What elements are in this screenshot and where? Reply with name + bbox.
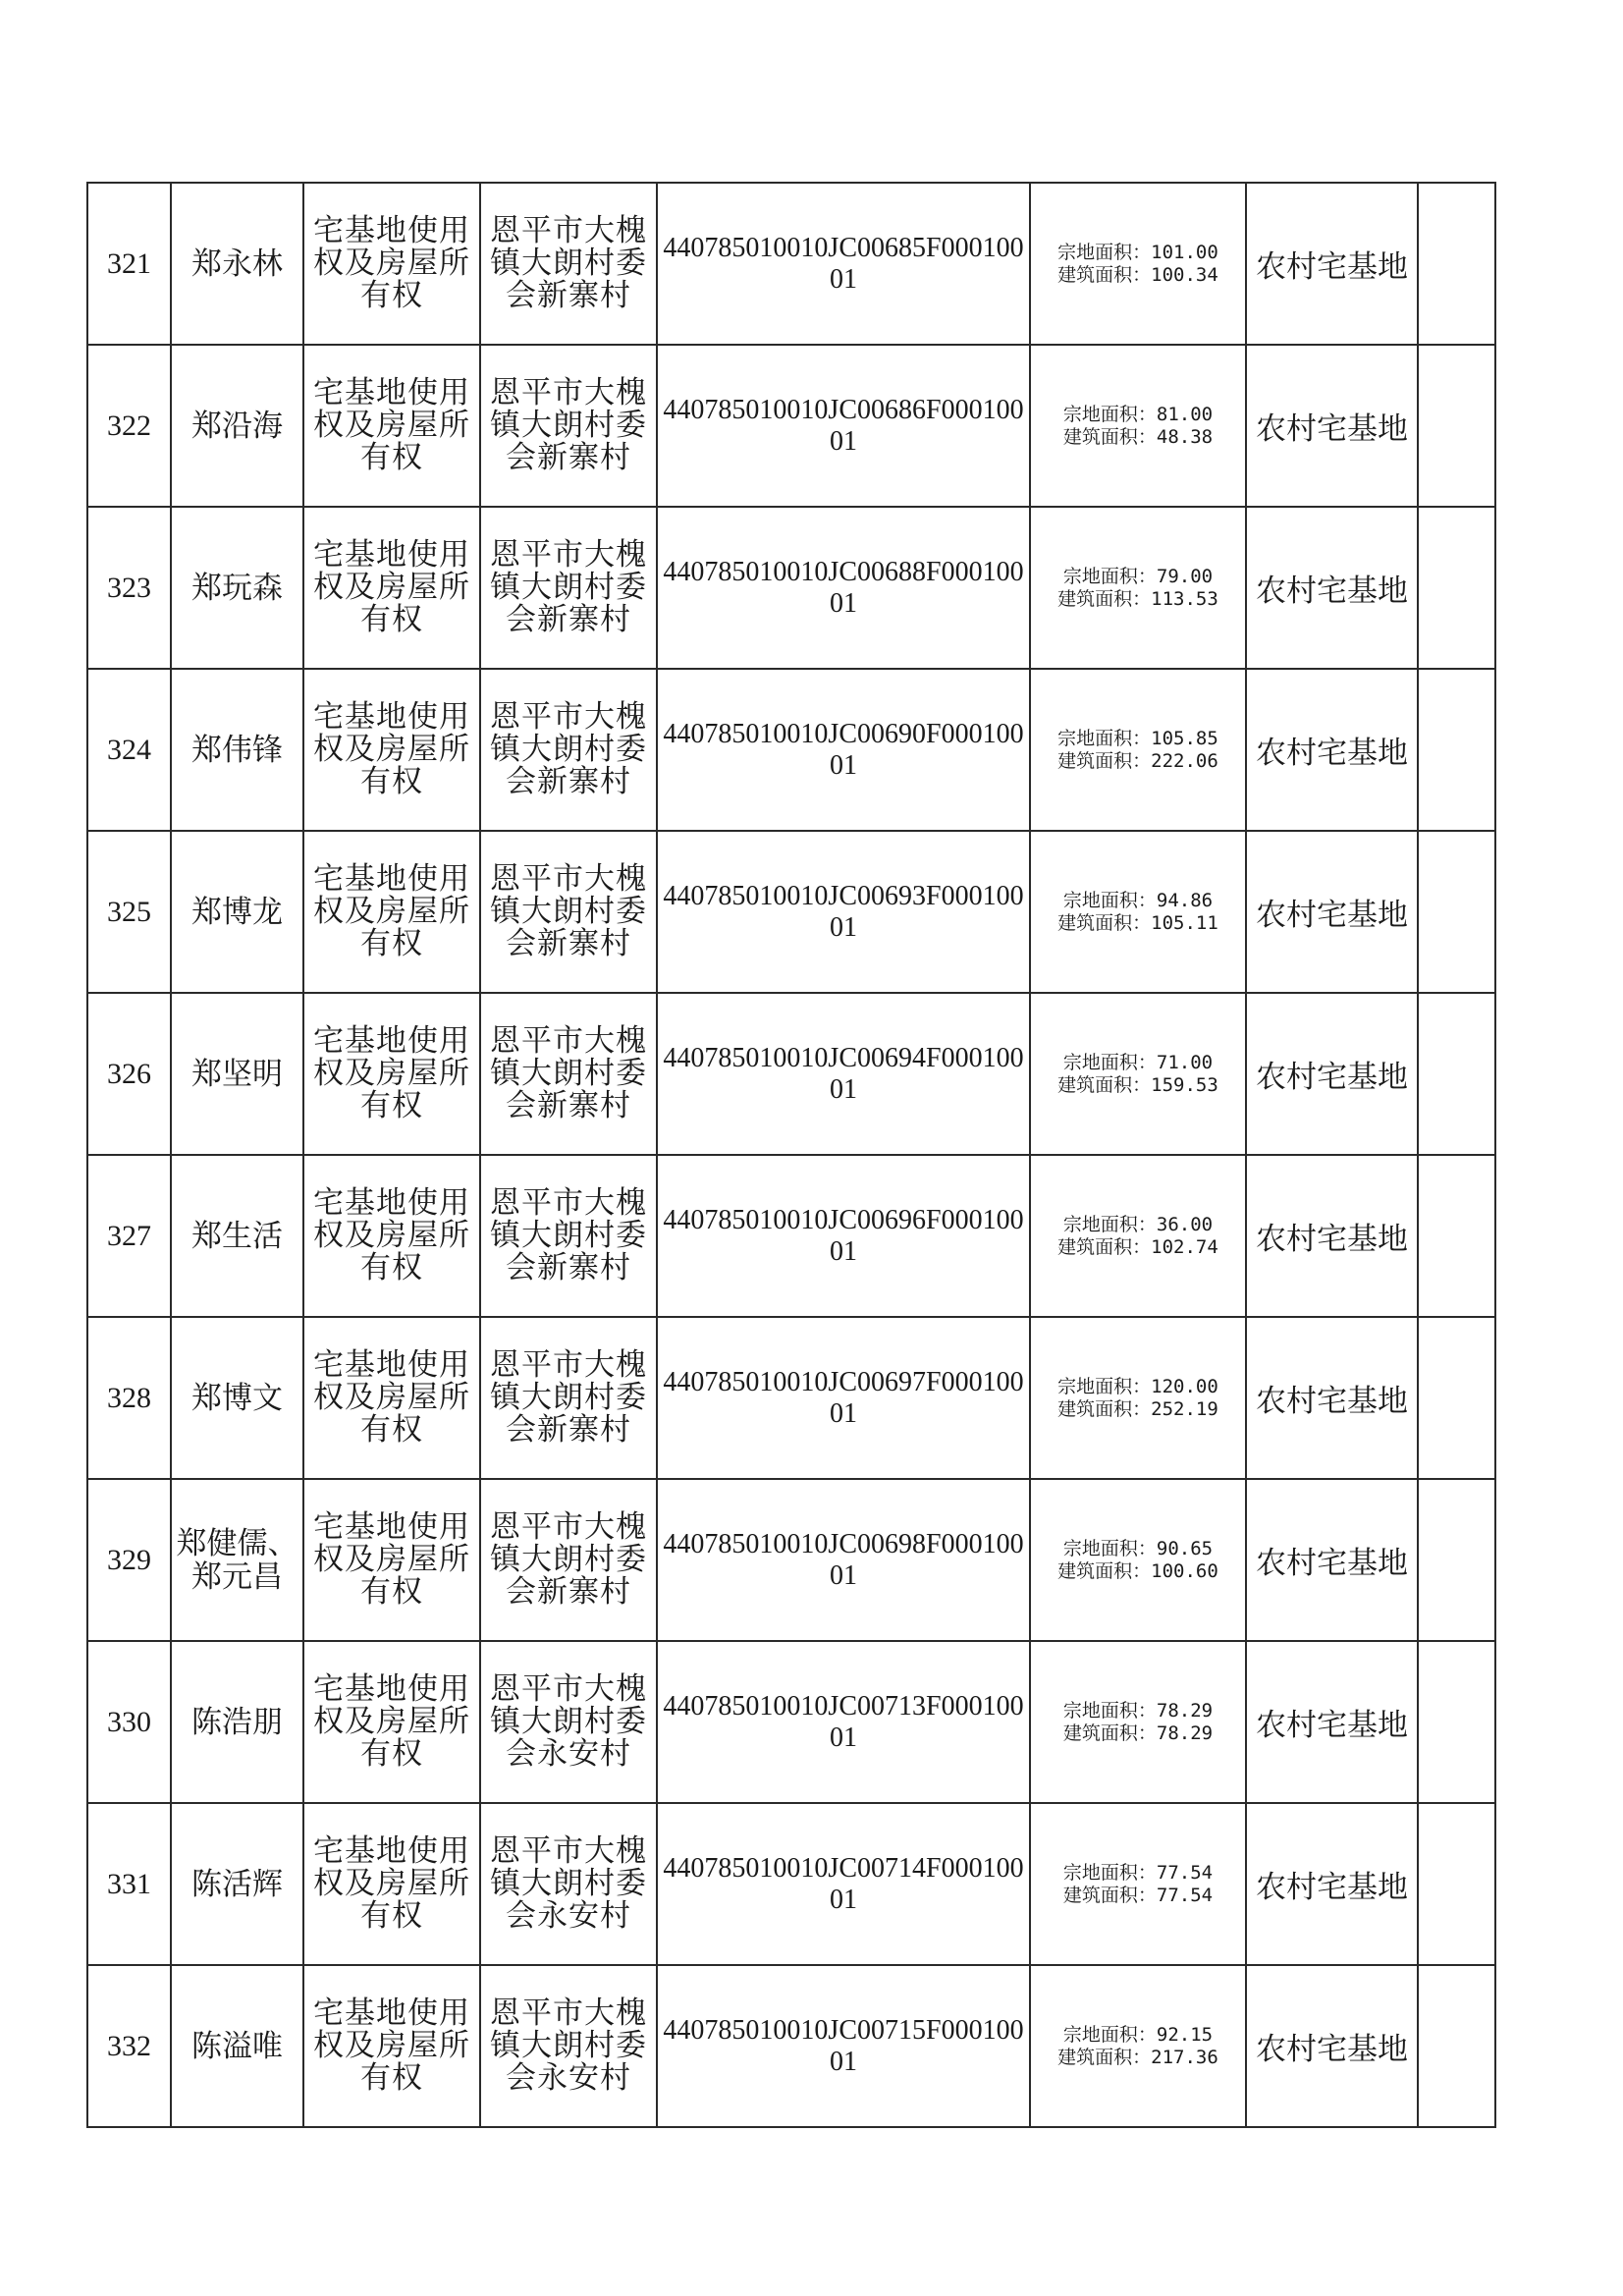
land-use-cell: 农村宅基地 bbox=[1246, 1155, 1418, 1317]
owner-name-cell: 陈浩朋 bbox=[171, 1641, 303, 1803]
land-area-text: 宗地面积：101.00 bbox=[1057, 241, 1218, 263]
unit-code-cell: 440785010010JC00696F00010001 bbox=[657, 1155, 1030, 1317]
land-use-cell: 农村宅基地 bbox=[1246, 1641, 1418, 1803]
building-area-text: 建筑面积：100.60 bbox=[1057, 1559, 1218, 1582]
table-row bbox=[87, 345, 1495, 507]
area-cell bbox=[1030, 345, 1246, 507]
note-cell bbox=[1418, 1317, 1495, 1479]
unit-code-cell: 440785010010JC00693F00010001 bbox=[657, 831, 1030, 993]
owner-name-cell: 郑沿海 bbox=[171, 345, 303, 507]
building-area-text: 建筑面积：78.29 bbox=[1062, 1722, 1214, 1744]
location-cell: 恩平市大槐镇大朗村委会新寨村 bbox=[480, 993, 657, 1155]
land-area-text: 宗地面积：36.00 bbox=[1062, 1213, 1214, 1235]
land-area-text: 宗地面积：78.29 bbox=[1062, 1699, 1214, 1722]
table-row bbox=[87, 1317, 1495, 1479]
table-row bbox=[87, 1803, 1495, 1965]
row-number-cell: 322 bbox=[87, 345, 171, 507]
building-area-text: 建筑面积：217.36 bbox=[1057, 2046, 1218, 2068]
table-row bbox=[87, 669, 1495, 831]
table-row bbox=[87, 1479, 1495, 1641]
building-area-text: 建筑面积：77.54 bbox=[1062, 1884, 1214, 1906]
owner-name-cell: 郑博文 bbox=[171, 1317, 303, 1479]
right-type-cell: 宅基地使用权及房屋所有权 bbox=[303, 345, 480, 507]
owner-name-cell: 陈溢唯 bbox=[171, 1965, 303, 2127]
building-area-text: 建筑面积：252.19 bbox=[1057, 1397, 1218, 1420]
right-type-cell: 宅基地使用权及房屋所有权 bbox=[303, 1641, 480, 1803]
land-area-text: 宗地面积：79.00 bbox=[1062, 565, 1214, 587]
row-number-cell: 321 bbox=[87, 183, 171, 345]
building-area-text: 建筑面积：102.74 bbox=[1057, 1235, 1218, 1258]
land-use-cell: 农村宅基地 bbox=[1246, 345, 1418, 507]
table-row bbox=[87, 183, 1495, 345]
land-use-cell: 农村宅基地 bbox=[1246, 507, 1418, 669]
area-cell bbox=[1030, 1155, 1246, 1317]
area-cell bbox=[1030, 507, 1246, 669]
land-area-text: 宗地面积：81.00 bbox=[1062, 403, 1214, 425]
row-number-cell: 327 bbox=[87, 1155, 171, 1317]
land-use-cell: 农村宅基地 bbox=[1246, 1803, 1418, 1965]
area-cell bbox=[1030, 183, 1246, 345]
owner-name-cell: 郑生活 bbox=[171, 1155, 303, 1317]
owner-name-cell: 郑玩森 bbox=[171, 507, 303, 669]
land-area-text: 宗地面积：105.85 bbox=[1057, 727, 1218, 749]
unit-code-cell: 440785010010JC00698F00010001 bbox=[657, 1479, 1030, 1641]
building-area-text: 建筑面积：105.11 bbox=[1057, 911, 1218, 934]
location-cell: 恩平市大槐镇大朗村委会新寨村 bbox=[480, 1479, 657, 1641]
area-cell bbox=[1030, 1641, 1246, 1803]
land-use-cell: 农村宅基地 bbox=[1246, 183, 1418, 345]
land-use-cell: 农村宅基地 bbox=[1246, 669, 1418, 831]
location-cell: 恩平市大槐镇大朗村委会新寨村 bbox=[480, 831, 657, 993]
unit-code-cell: 440785010010JC00713F00010001 bbox=[657, 1641, 1030, 1803]
right-type-cell: 宅基地使用权及房屋所有权 bbox=[303, 1317, 480, 1479]
unit-code-cell: 440785010010JC00694F00010001 bbox=[657, 993, 1030, 1155]
registry-table bbox=[86, 182, 1496, 2128]
note-cell bbox=[1418, 345, 1495, 507]
right-type-cell: 宅基地使用权及房屋所有权 bbox=[303, 831, 480, 993]
note-cell bbox=[1418, 1803, 1495, 1965]
right-type-cell: 宅基地使用权及房屋所有权 bbox=[303, 1803, 480, 1965]
location-cell: 恩平市大槐镇大朗村委会新寨村 bbox=[480, 1155, 657, 1317]
table-row bbox=[87, 993, 1495, 1155]
location-cell: 恩平市大槐镇大朗村委会新寨村 bbox=[480, 669, 657, 831]
table-row bbox=[87, 1155, 1495, 1317]
row-number-cell: 332 bbox=[87, 1965, 171, 2127]
row-number-cell: 323 bbox=[87, 507, 171, 669]
land-area-text: 宗地面积：120.00 bbox=[1057, 1375, 1218, 1397]
location-cell: 恩平市大槐镇大朗村委会新寨村 bbox=[480, 345, 657, 507]
building-area-text: 建筑面积：222.06 bbox=[1057, 749, 1218, 772]
note-cell bbox=[1418, 183, 1495, 345]
building-area-text: 建筑面积：113.53 bbox=[1057, 587, 1218, 610]
row-number-cell: 325 bbox=[87, 831, 171, 993]
location-cell: 恩平市大槐镇大朗村委会新寨村 bbox=[480, 507, 657, 669]
land-use-cell: 农村宅基地 bbox=[1246, 1317, 1418, 1479]
row-number-cell: 331 bbox=[87, 1803, 171, 1965]
row-number-cell: 324 bbox=[87, 669, 171, 831]
table-row bbox=[87, 1641, 1495, 1803]
area-cell bbox=[1030, 831, 1246, 993]
right-type-cell: 宅基地使用权及房屋所有权 bbox=[303, 1155, 480, 1317]
location-cell: 恩平市大槐镇大朗村委会新寨村 bbox=[480, 183, 657, 345]
land-area-text: 宗地面积：77.54 bbox=[1062, 1861, 1214, 1884]
owner-name-cell: 郑伟锋 bbox=[171, 669, 303, 831]
note-cell bbox=[1418, 1965, 1495, 2127]
area-cell bbox=[1030, 1317, 1246, 1479]
land-use-cell: 农村宅基地 bbox=[1246, 1965, 1418, 2127]
unit-code-cell: 440785010010JC00697F00010001 bbox=[657, 1317, 1030, 1479]
area-cell bbox=[1030, 993, 1246, 1155]
row-number-cell: 328 bbox=[87, 1317, 171, 1479]
right-type-cell: 宅基地使用权及房屋所有权 bbox=[303, 993, 480, 1155]
note-cell bbox=[1418, 1479, 1495, 1641]
table-row bbox=[87, 507, 1495, 669]
note-cell bbox=[1418, 1155, 1495, 1317]
registry-table-body bbox=[87, 183, 1495, 2127]
area-cell bbox=[1030, 669, 1246, 831]
table-row bbox=[87, 831, 1495, 993]
row-number-cell: 330 bbox=[87, 1641, 171, 1803]
note-cell bbox=[1418, 1641, 1495, 1803]
note-cell bbox=[1418, 831, 1495, 993]
row-number-cell: 326 bbox=[87, 993, 171, 1155]
owner-name-cell: 郑永林 bbox=[171, 183, 303, 345]
note-cell bbox=[1418, 993, 1495, 1155]
right-type-cell: 宅基地使用权及房屋所有权 bbox=[303, 1479, 480, 1641]
right-type-cell: 宅基地使用权及房屋所有权 bbox=[303, 183, 480, 345]
land-area-text: 宗地面积：90.65 bbox=[1062, 1537, 1214, 1559]
land-area-text: 宗地面积：71.00 bbox=[1062, 1051, 1214, 1073]
row-number-cell: 329 bbox=[87, 1479, 171, 1641]
location-cell: 恩平市大槐镇大朗村委会永安村 bbox=[480, 1965, 657, 2127]
area-cell bbox=[1030, 1965, 1246, 2127]
area-cell bbox=[1030, 1803, 1246, 1965]
land-use-cell: 农村宅基地 bbox=[1246, 831, 1418, 993]
area-cell bbox=[1030, 1479, 1246, 1641]
location-cell: 恩平市大槐镇大朗村委会新寨村 bbox=[480, 1317, 657, 1479]
right-type-cell: 宅基地使用权及房屋所有权 bbox=[303, 507, 480, 669]
table-row bbox=[87, 1965, 1495, 2127]
building-area-text: 建筑面积：159.53 bbox=[1057, 1073, 1218, 1096]
owner-name-cell: 陈活辉 bbox=[171, 1803, 303, 1965]
unit-code-cell: 440785010010JC00690F00010001 bbox=[657, 669, 1030, 831]
land-area-text: 宗地面积：94.86 bbox=[1062, 889, 1214, 911]
unit-code-cell: 440785010010JC00714F00010001 bbox=[657, 1803, 1030, 1965]
building-area-text: 建筑面积：100.34 bbox=[1057, 263, 1218, 286]
land-use-cell: 农村宅基地 bbox=[1246, 993, 1418, 1155]
unit-code-cell: 440785010010JC00686F00010001 bbox=[657, 345, 1030, 507]
location-cell: 恩平市大槐镇大朗村委会永安村 bbox=[480, 1803, 657, 1965]
unit-code-cell: 440785010010JC00715F00010001 bbox=[657, 1965, 1030, 2127]
land-use-cell: 农村宅基地 bbox=[1246, 1479, 1418, 1641]
note-cell bbox=[1418, 507, 1495, 669]
owner-name-cell: 郑坚明 bbox=[171, 993, 303, 1155]
owner-name-cell: 郑博龙 bbox=[171, 831, 303, 993]
owner-name-cell: 郑健儒、郑元昌 bbox=[171, 1479, 303, 1641]
building-area-text: 建筑面积：48.38 bbox=[1062, 425, 1214, 448]
unit-code-cell: 440785010010JC00688F00010001 bbox=[657, 507, 1030, 669]
unit-code-cell: 440785010010JC00685F00010001 bbox=[657, 183, 1030, 345]
right-type-cell: 宅基地使用权及房屋所有权 bbox=[303, 1965, 480, 2127]
right-type-cell: 宅基地使用权及房屋所有权 bbox=[303, 669, 480, 831]
land-area-text: 宗地面积：92.15 bbox=[1062, 2023, 1214, 2046]
note-cell bbox=[1418, 669, 1495, 831]
location-cell: 恩平市大槐镇大朗村委会永安村 bbox=[480, 1641, 657, 1803]
